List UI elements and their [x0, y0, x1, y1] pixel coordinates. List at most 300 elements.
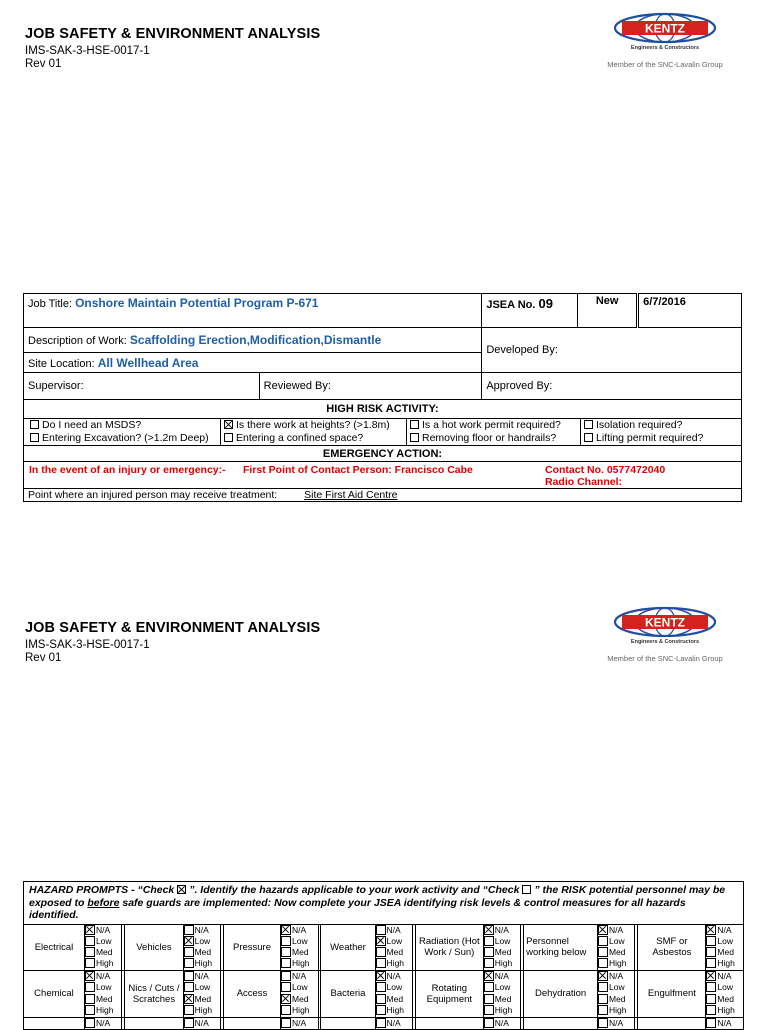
- risk-item-label: Is a hot work permit required?: [422, 419, 561, 431]
- checkbox-checked-icon[interactable]: [224, 420, 233, 429]
- checkbox-icon[interactable]: [281, 982, 291, 992]
- hazard-name: Electrical: [24, 924, 85, 970]
- risk-option-label: High: [386, 958, 405, 969]
- checkbox-icon[interactable]: [184, 982, 194, 992]
- risk-option-label: Low: [386, 982, 403, 993]
- document-number-2: IMS-SAK-3-HSE-0017-1: [25, 639, 150, 651]
- checkbox-checked-icon[interactable]: [376, 936, 386, 946]
- risk-option-1[interactable]: [376, 982, 412, 993]
- risk-option-3[interactable]: [706, 1005, 743, 1016]
- risk-option-label: Low: [717, 935, 733, 946]
- risk-option-3[interactable]: [281, 1005, 317, 1016]
- hazard-name: SMF or Asbestos: [638, 924, 706, 970]
- risk-option-label: Low: [609, 982, 625, 993]
- hazard-risk-options: [183, 1017, 220, 1029]
- risk-item-label: Entering Excavation? (>1.2m Deep): [42, 432, 209, 444]
- risk-item-confined-space[interactable]: [221, 432, 407, 445]
- risk-option-2[interactable]: [281, 947, 317, 958]
- date-value[interactable]: 6/7/2016: [643, 296, 686, 308]
- checkbox-icon[interactable]: [598, 982, 608, 992]
- hazard-risk-options: [706, 970, 744, 1017]
- risk-option-label: N/A: [386, 924, 401, 935]
- risk-option-label: N/A: [717, 924, 732, 935]
- checkbox-icon[interactable]: [376, 994, 386, 1004]
- hazard-instructions-part: safe guards are implemented: Now complete your JSEA identifying risk levels & control measures for all hazards identified.: [29, 896, 686, 921]
- risk-option-1[interactable]: [484, 936, 520, 947]
- risk-option-0[interactable]: [598, 925, 634, 936]
- date-cell: [638, 294, 742, 328]
- checkbox-icon[interactable]: [484, 982, 494, 992]
- risk-option-label: Low: [292, 982, 308, 993]
- checkbox-icon[interactable]: [706, 958, 716, 968]
- risk-option-label: High: [494, 1004, 513, 1015]
- site-location-value[interactable]: All Wellhead Area: [97, 355, 199, 370]
- risk-option-label: Med: [292, 993, 309, 1004]
- risk-option-label: Med: [386, 993, 404, 1004]
- risk-option-label: N/A: [717, 971, 732, 982]
- kentz-logo: [590, 12, 740, 74]
- logo-brand-text-2: KENTZ: [645, 615, 685, 630]
- checkbox-icon[interactable]: [410, 420, 419, 429]
- hazard-risk-options: [84, 1017, 121, 1029]
- risk-option-label: N/A: [292, 924, 307, 935]
- risk-option-0[interactable]: [85, 971, 121, 982]
- risk-option-1[interactable]: [85, 936, 121, 947]
- checkbox-icon[interactable]: [484, 958, 494, 968]
- risk-option-label: Low: [386, 935, 403, 946]
- risk-item-label: Removing floor or handrails?: [422, 432, 557, 444]
- risk-option-label: Low: [494, 935, 511, 946]
- risk-option-0[interactable]: [281, 1018, 317, 1029]
- risk-option-label: Med: [494, 947, 512, 958]
- checkbox-icon: [522, 885, 531, 894]
- hazard-risk-options: [598, 970, 635, 1017]
- hazard-risk-options: [375, 924, 412, 970]
- checkbox-checked-icon[interactable]: [184, 994, 194, 1004]
- risk-option-label: High: [194, 1004, 213, 1015]
- hazard-instructions-part: ”. Identify the hazards applicable to your work activity and “Check: [189, 884, 523, 896]
- jsea-form-table: [23, 293, 742, 502]
- hazard-name: [125, 1017, 183, 1029]
- approved-by-label: Approved By:: [486, 380, 553, 392]
- checkbox-icon[interactable]: [598, 958, 608, 968]
- risk-option-label: Low: [95, 935, 112, 946]
- hazard-name: Weather: [321, 924, 375, 970]
- risk-option-3[interactable]: [706, 958, 743, 969]
- checkbox-icon[interactable]: [484, 1018, 494, 1028]
- checkbox-checked-icon[interactable]: [598, 925, 608, 935]
- risk-item-label: Do I need an MSDS?: [42, 419, 142, 431]
- risk-option-3[interactable]: [184, 1005, 220, 1016]
- checkbox-checked-icon[interactable]: [484, 971, 494, 981]
- checkbox-icon[interactable]: [184, 1005, 194, 1015]
- risk-option-label: Low: [95, 982, 112, 993]
- risk-option-label: Med: [386, 947, 404, 958]
- checkbox-icon[interactable]: [85, 982, 95, 992]
- checkbox-icon[interactable]: [706, 1018, 716, 1028]
- status-value: New: [595, 295, 619, 307]
- checkbox-checked-icon[interactable]: [598, 971, 608, 981]
- document-title-2: JOB SAFETY & ENVIRONMENT ANALYSIS: [25, 620, 321, 636]
- risk-option-label: Low: [494, 982, 511, 993]
- hazard-name: Engulfment: [638, 970, 706, 1017]
- hazard-risk-options: [281, 924, 318, 970]
- risk-item-label: Is there work at heights? (>1.8m): [236, 419, 390, 431]
- risk-option-label: Med: [494, 993, 512, 1004]
- risk-option-label: High: [386, 1004, 405, 1015]
- checkbox-icon[interactable]: [30, 433, 39, 442]
- risk-option-label: High: [717, 1004, 735, 1015]
- risk-option-label: Med: [717, 947, 734, 958]
- checkbox-icon[interactable]: [484, 1005, 494, 1015]
- risk-option-0[interactable]: [85, 1018, 121, 1029]
- risk-option-label: N/A: [494, 924, 509, 935]
- treatment-value[interactable]: Site First Aid Centre: [304, 488, 398, 501]
- hazard-risk-options: [483, 924, 520, 970]
- checkbox-icon[interactable]: [584, 420, 593, 429]
- emergency-details: [24, 462, 742, 489]
- checkbox-icon[interactable]: [598, 1005, 608, 1015]
- risk-option-3[interactable]: [184, 958, 220, 969]
- risk-option-0[interactable]: [484, 971, 520, 982]
- hazard-instructions-part: HAZARD PROMPTS - “Check: [29, 884, 178, 896]
- hazard-name: [415, 1017, 483, 1029]
- hazard-name: Pressure: [223, 924, 280, 970]
- risk-option-3[interactable]: [281, 958, 317, 969]
- supervisor-cell[interactable]: [24, 373, 260, 400]
- risk-option-0[interactable]: [598, 1018, 634, 1029]
- risk-option-2[interactable]: [484, 994, 520, 1005]
- risk-option-label: Med: [95, 947, 113, 958]
- hazard-name: [321, 1017, 375, 1029]
- checkbox-icon[interactable]: [376, 958, 386, 968]
- checkbox-icon[interactable]: [224, 433, 233, 442]
- risk-option-1[interactable]: [598, 936, 634, 947]
- jsea-number-value[interactable]: 09: [538, 296, 553, 311]
- approved-by-cell[interactable]: [482, 373, 742, 400]
- checkbox-icon[interactable]: [184, 958, 194, 968]
- risk-option-2[interactable]: [184, 947, 220, 958]
- high-risk-items: [24, 419, 742, 446]
- checkbox-checked-icon[interactable]: [281, 925, 291, 935]
- risk-option-2[interactable]: [706, 994, 743, 1005]
- hazard-name: Chemical: [24, 970, 85, 1017]
- checkbox-checked-icon[interactable]: [484, 925, 494, 935]
- risk-option-1[interactable]: [484, 982, 520, 993]
- checkbox-icon[interactable]: [376, 982, 386, 992]
- hazard-risk-options: [706, 924, 744, 970]
- checkbox-icon[interactable]: [410, 433, 419, 442]
- checkbox-icon[interactable]: [376, 947, 386, 957]
- hazard-risk-options: [483, 1017, 520, 1029]
- risk-option-2[interactable]: [598, 994, 634, 1005]
- checkbox-icon[interactable]: [484, 936, 494, 946]
- risk-option-label: N/A: [95, 971, 111, 982]
- reviewed-by-cell[interactable]: [259, 373, 482, 400]
- risk-option-2[interactable]: [484, 947, 520, 958]
- risk-option-label: Med: [717, 993, 734, 1004]
- status-cell: [578, 294, 638, 328]
- risk-option-label: N/A: [386, 1017, 401, 1028]
- checkbox-checked-icon: [177, 885, 186, 894]
- risk-option-0[interactable]: [706, 925, 743, 936]
- risk-option-label: Med: [609, 993, 626, 1004]
- risk-option-label: N/A: [194, 1017, 209, 1028]
- document-title: JOB SAFETY & ENVIRONMENT ANALYSIS: [25, 26, 321, 42]
- developed-by-label: Developed By:: [486, 344, 558, 356]
- checkbox-checked-icon[interactable]: [706, 925, 716, 935]
- risk-item-label: Lifting permit required?: [596, 432, 704, 444]
- risk-option-0[interactable]: [706, 971, 743, 982]
- risk-option-1[interactable]: [706, 936, 743, 947]
- risk-option-1[interactable]: [281, 936, 317, 947]
- hazard-risk-options: [598, 1017, 635, 1029]
- risk-option-label: High: [717, 958, 735, 969]
- risk-option-3[interactable]: [85, 1005, 121, 1016]
- checkbox-icon[interactable]: [281, 958, 291, 968]
- risk-option-0[interactable]: [484, 925, 520, 936]
- risk-option-2[interactable]: [598, 947, 634, 958]
- hazard-instructions-part: ” the RISK potential personnel may be exposed to: [29, 884, 726, 909]
- description-label: Description of Work:: [28, 335, 127, 347]
- description-cell: [24, 328, 482, 353]
- checkbox-icon[interactable]: [484, 994, 494, 1004]
- checkbox-checked-icon[interactable]: [281, 994, 291, 1004]
- kentz-logo-2: [590, 606, 740, 668]
- reviewed-by-label: Reviewed By:: [263, 380, 331, 392]
- checkbox-checked-icon[interactable]: [85, 971, 95, 981]
- risk-option-label: High: [194, 958, 213, 969]
- risk-item-label: Entering a confined space?: [236, 432, 364, 444]
- risk-option-label: N/A: [609, 971, 624, 982]
- risk-option-0[interactable]: [184, 971, 220, 982]
- risk-item-heights[interactable]: [221, 419, 407, 432]
- hazard-risk-options: [598, 924, 635, 970]
- risk-option-2[interactable]: [706, 947, 743, 958]
- risk-option-1[interactable]: [184, 982, 220, 993]
- risk-option-2[interactable]: [281, 994, 317, 1005]
- risk-option-label: N/A: [194, 971, 209, 982]
- hazard-name: [24, 1017, 85, 1029]
- checkbox-icon[interactable]: [85, 1005, 95, 1015]
- risk-option-2[interactable]: [85, 947, 121, 958]
- risk-option-label: N/A: [95, 1017, 111, 1028]
- hazard-name: Access: [223, 970, 280, 1017]
- hazard-risk-options: [375, 970, 412, 1017]
- hazard-name: Nics / Cuts / Scratches: [125, 970, 183, 1017]
- risk-item-msds[interactable]: [24, 419, 221, 432]
- hazard-name: Bacteria: [321, 970, 375, 1017]
- risk-option-label: High: [609, 958, 627, 969]
- risk-option-label: Med: [609, 947, 626, 958]
- risk-item-hot-work[interactable]: [407, 419, 581, 432]
- risk-option-1[interactable]: [184, 936, 220, 947]
- risk-option-label: Low: [292, 935, 308, 946]
- risk-option-1[interactable]: [376, 936, 412, 947]
- risk-option-label: Low: [194, 982, 211, 993]
- developed-by-cell[interactable]: [482, 328, 742, 373]
- risk-option-label: Low: [717, 982, 733, 993]
- hazard-risk-options: [84, 970, 121, 1017]
- risk-option-label: Med: [194, 947, 212, 958]
- checkbox-icon[interactable]: [85, 958, 95, 968]
- risk-option-1[interactable]: [281, 982, 317, 993]
- document-number: IMS-SAK-3-HSE-0017-1: [25, 45, 150, 57]
- site-location-cell: [24, 353, 482, 373]
- hazard-name: [223, 1017, 280, 1029]
- hazard-risk-options: [183, 924, 220, 970]
- checkbox-icon[interactable]: [184, 1018, 194, 1028]
- checkbox-icon[interactable]: [484, 947, 494, 957]
- hazard-name: Personnel working below: [524, 924, 598, 970]
- checkbox-checked-icon[interactable]: [376, 971, 386, 981]
- risk-item-label: Isolation required?: [596, 419, 683, 431]
- checkbox-icon[interactable]: [281, 936, 291, 946]
- checkbox-icon[interactable]: [598, 936, 608, 946]
- checkbox-icon[interactable]: [584, 433, 593, 442]
- risk-option-0[interactable]: [281, 971, 317, 982]
- risk-option-0[interactable]: [281, 925, 317, 936]
- treatment-row: [24, 489, 742, 502]
- checkbox-icon[interactable]: [598, 947, 608, 957]
- checkbox-icon[interactable]: [706, 1005, 716, 1015]
- risk-item-lifting[interactable]: [581, 432, 741, 445]
- risk-option-3[interactable]: [484, 1005, 520, 1016]
- risk-option-0[interactable]: [376, 925, 412, 936]
- risk-option-2[interactable]: [184, 994, 220, 1005]
- risk-option-0[interactable]: [598, 971, 634, 982]
- risk-option-label: N/A: [494, 1017, 509, 1028]
- risk-option-label: Low: [609, 935, 625, 946]
- checkbox-icon[interactable]: [85, 994, 95, 1004]
- risk-option-0[interactable]: [706, 1018, 743, 1029]
- checkbox-icon[interactable]: [706, 947, 716, 957]
- risk-item-isolation[interactable]: [581, 419, 741, 432]
- hazard-name: Dehydration: [524, 970, 598, 1017]
- risk-option-1[interactable]: [598, 982, 634, 993]
- job-title-label: Job Title:: [28, 298, 73, 310]
- checkbox-checked-icon[interactable]: [184, 936, 194, 946]
- job-title-value[interactable]: Onshore Maintain Potential Program P-671: [75, 296, 319, 310]
- risk-option-0[interactable]: [376, 971, 412, 982]
- hazard-risk-options: [375, 1017, 412, 1029]
- treatment-label: Point where an injured person may receive treatment:: [28, 488, 278, 501]
- risk-option-label: N/A: [386, 971, 401, 982]
- checkbox-icon[interactable]: [376, 1018, 386, 1028]
- logo-tagline: Engineers & Constructors: [630, 45, 700, 51]
- risk-option-2[interactable]: [85, 994, 121, 1005]
- checkbox-icon[interactable]: [598, 994, 608, 1004]
- hazard-instructions-emphasis: before: [87, 896, 120, 909]
- job-title-cell: [24, 294, 482, 328]
- checkbox-icon[interactable]: [281, 1018, 291, 1028]
- checkbox-icon[interactable]: [184, 947, 194, 957]
- risk-option-3[interactable]: [598, 958, 634, 969]
- checkbox-icon[interactable]: [281, 947, 291, 957]
- kentz-logo-mark: [610, 12, 720, 44]
- site-location-label: Site Location:: [28, 357, 95, 370]
- supervisor-label: Supervisor:: [28, 380, 84, 392]
- checkbox-icon[interactable]: [706, 994, 716, 1004]
- checkbox-icon[interactable]: [376, 1005, 386, 1015]
- risk-option-2[interactable]: [376, 947, 412, 958]
- hazard-risk-options: [84, 924, 121, 970]
- risk-option-3[interactable]: [85, 958, 121, 969]
- jsea-number-label: JSEA No.: [486, 299, 536, 311]
- risk-option-1[interactable]: [85, 982, 121, 993]
- checkbox-icon[interactable]: [184, 925, 194, 935]
- checkbox-checked-icon[interactable]: [85, 925, 95, 935]
- hazard-name: Radiation (Hot Work / Sun): [415, 924, 483, 970]
- checkbox-checked-icon[interactable]: [706, 971, 716, 981]
- checkbox-icon[interactable]: [706, 982, 716, 992]
- risk-option-label: High: [292, 958, 310, 969]
- risk-option-0[interactable]: [376, 1018, 412, 1029]
- risk-option-0[interactable]: [85, 925, 121, 936]
- risk-option-0[interactable]: [484, 1018, 520, 1029]
- checkbox-icon[interactable]: [706, 936, 716, 946]
- hazard-name: [638, 1017, 706, 1029]
- checkbox-icon[interactable]: [85, 1018, 95, 1028]
- risk-option-3[interactable]: [484, 958, 520, 969]
- checkbox-icon[interactable]: [30, 420, 39, 429]
- risk-option-2[interactable]: [376, 994, 412, 1005]
- risk-option-label: High: [95, 1004, 114, 1015]
- checkbox-icon[interactable]: [85, 936, 95, 946]
- contact-number-text: Contact No. 0577472040: [545, 464, 666, 476]
- risk-option-3[interactable]: [376, 1005, 412, 1016]
- jsea-number-cell: [482, 294, 578, 328]
- kentz-logo-mark-2: [610, 606, 720, 638]
- risk-option-1[interactable]: [706, 982, 743, 993]
- checkbox-icon[interactable]: [281, 971, 291, 981]
- risk-option-label: N/A: [292, 971, 307, 982]
- hazard-risk-options: [183, 970, 220, 1017]
- checkbox-icon[interactable]: [376, 925, 386, 935]
- logo-member-text: Member of the SNC-Lavalin Group: [607, 60, 723, 69]
- risk-option-label: N/A: [609, 1017, 624, 1028]
- hazard-name: [524, 1017, 598, 1029]
- checkbox-icon[interactable]: [281, 1005, 291, 1015]
- first-contact-text: First Point of Contact Person: Francisco Cabe: [243, 464, 473, 476]
- description-value[interactable]: Scaffolding Erection,Modification,Dismantle: [129, 333, 382, 347]
- document-revision-2: Rev 01: [25, 652, 62, 664]
- risk-option-3[interactable]: [376, 958, 412, 969]
- radio-channel-text: Radio Channel:: [545, 476, 623, 488]
- risk-option-0[interactable]: [184, 1018, 220, 1029]
- checkbox-icon[interactable]: [85, 947, 95, 957]
- risk-option-label: N/A: [292, 1017, 307, 1028]
- risk-option-label: N/A: [717, 1017, 732, 1028]
- hazard-risk-options: [281, 1017, 318, 1029]
- risk-option-label: Med: [292, 947, 309, 958]
- emergency-event-text: In the event of an injury or emergency:-: [29, 464, 226, 476]
- risk-option-3[interactable]: [598, 1005, 634, 1016]
- risk-option-label: N/A: [194, 924, 209, 935]
- risk-item-floor-handrails[interactable]: [407, 432, 581, 445]
- hazard-prompts-table: [23, 881, 744, 1030]
- checkbox-icon[interactable]: [184, 971, 194, 981]
- emergency-heading: [24, 446, 742, 462]
- logo-tagline-2: Engineers & Constructors: [630, 639, 700, 645]
- checkbox-icon[interactable]: [598, 1018, 608, 1028]
- risk-option-0[interactable]: [184, 925, 220, 936]
- hazard-risk-options: [281, 970, 318, 1017]
- logo-brand-text: KENTZ: [645, 21, 685, 36]
- risk-item-excavation[interactable]: [24, 432, 221, 445]
- risk-option-label: N/A: [95, 924, 111, 935]
- emergency-heading-text: EMERGENCY ACTION:: [322, 447, 443, 460]
